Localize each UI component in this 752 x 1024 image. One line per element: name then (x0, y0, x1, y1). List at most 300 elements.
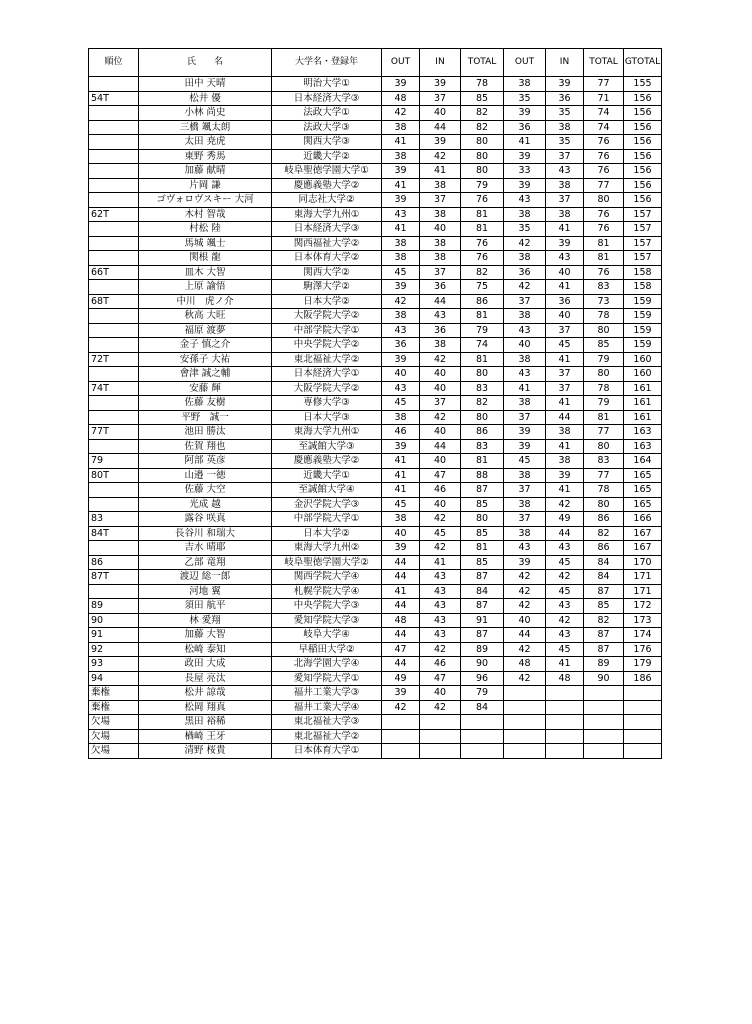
cell-in-2: 37 (546, 193, 584, 208)
cell-in-1: 36 (420, 323, 461, 338)
cell-name: 政田 大成 (139, 657, 272, 672)
cell-university: 近畿大学② (272, 149, 382, 164)
cell-gtotal: 156 (624, 164, 662, 179)
cell-university: 日本経済大学③ (272, 222, 382, 237)
cell-out-1: 42 (382, 700, 420, 715)
cell-out-2: 33 (504, 164, 546, 179)
cell-out-1: 48 (382, 613, 420, 628)
cell-out-1: 40 (382, 367, 420, 382)
cell-in-2: 45 (546, 642, 584, 657)
cell-out-1: 46 (382, 425, 420, 440)
cell-in-2: 42 (546, 497, 584, 512)
cell-rank: 83 (89, 512, 139, 527)
cell-total-2: 81 (584, 236, 624, 251)
cell-gtotal: 161 (624, 381, 662, 396)
cell-in-1: 36 (420, 280, 461, 295)
cell-in-2 (546, 729, 584, 744)
cell-in-1: 41 (420, 164, 461, 179)
table-row (89, 628, 662, 643)
cell-total-1 (461, 729, 504, 744)
cell-gtotal (624, 686, 662, 701)
table-row (89, 642, 662, 657)
cell-name: 池田 勝汰 (139, 425, 272, 440)
cell-in-2: 41 (546, 352, 584, 367)
table-row (89, 193, 662, 208)
table-row (89, 454, 662, 469)
cell-in-2: 41 (546, 222, 584, 237)
cell-gtotal: 157 (624, 222, 662, 237)
table-row (89, 570, 662, 585)
table-row (89, 106, 662, 121)
cell-in-1: 44 (420, 294, 461, 309)
cell-out-1: 39 (382, 439, 420, 454)
cell-name: 関根 龍 (139, 251, 272, 266)
cell-in-1: 42 (420, 149, 461, 164)
cell-name: 清野 桜貴 (139, 744, 272, 759)
cell-in-1: 42 (420, 352, 461, 367)
cell-gtotal: 171 (624, 584, 662, 599)
cell-out-2: 35 (504, 222, 546, 237)
cell-gtotal: 165 (624, 468, 662, 483)
cell-university: 日本大学② (272, 294, 382, 309)
header-in-2: IN (546, 49, 584, 77)
cell-out-2: 45 (504, 454, 546, 469)
cell-total-2: 76 (584, 135, 624, 150)
cell-total-1: 84 (461, 700, 504, 715)
cell-in-1: 40 (420, 381, 461, 396)
cell-gtotal: 156 (624, 193, 662, 208)
cell-rank: 90 (89, 613, 139, 628)
cell-in-2: 38 (546, 120, 584, 135)
cell-in-2: 39 (546, 236, 584, 251)
table-row (89, 120, 662, 135)
cell-gtotal: 157 (624, 251, 662, 266)
cell-gtotal: 163 (624, 439, 662, 454)
cell-in-2: 41 (546, 439, 584, 454)
cell-total-2: 74 (584, 120, 624, 135)
cell-total-2: 85 (584, 599, 624, 614)
cell-gtotal: 171 (624, 570, 662, 585)
cell-out-1: 41 (382, 584, 420, 599)
cell-gtotal: 159 (624, 294, 662, 309)
cell-in-2: 45 (546, 584, 584, 599)
cell-name: 三橋 颯太朗 (139, 120, 272, 135)
cell-total-2: 80 (584, 497, 624, 512)
cell-in-2: 37 (546, 323, 584, 338)
cell-gtotal: 186 (624, 671, 662, 686)
cell-name: 松崎 泰知 (139, 642, 272, 657)
cell-total-1: 82 (461, 106, 504, 121)
cell-total-1: 84 (461, 584, 504, 599)
cell-out-2: 42 (504, 584, 546, 599)
table-row (89, 178, 662, 193)
cell-rank: 66T (89, 265, 139, 280)
cell-university: 関西学院大学④ (272, 570, 382, 585)
cell-university: 中部学院大学① (272, 512, 382, 527)
cell-total-1: 79 (461, 323, 504, 338)
cell-rank (89, 439, 139, 454)
cell-in-1: 42 (420, 410, 461, 425)
cell-rank: 欠場 (89, 729, 139, 744)
cell-name: 佐藤 大空 (139, 483, 272, 498)
cell-rank: 68T (89, 294, 139, 309)
cell-in-2: 38 (546, 207, 584, 222)
cell-university: 札幌学院大学④ (272, 584, 382, 599)
cell-gtotal: 156 (624, 106, 662, 121)
cell-gtotal: 161 (624, 410, 662, 425)
cell-total-1: 83 (461, 439, 504, 454)
cell-gtotal: 165 (624, 497, 662, 512)
cell-total-1: 79 (461, 686, 504, 701)
cell-out-1 (382, 715, 420, 730)
cell-total-2: 77 (584, 77, 624, 92)
cell-name: 安孫子 大祐 (139, 352, 272, 367)
cell-total-2: 80 (584, 323, 624, 338)
cell-total-1: 82 (461, 265, 504, 280)
cell-name: 佐賀 翔也 (139, 439, 272, 454)
table-row (89, 425, 662, 440)
header-in-1: IN (420, 49, 461, 77)
cell-in-1: 41 (420, 555, 461, 570)
cell-out-2: 43 (504, 367, 546, 382)
cell-name: 中川 虎ノ介 (139, 294, 272, 309)
table-row (89, 541, 662, 556)
cell-out-1: 44 (382, 555, 420, 570)
cell-rank (89, 236, 139, 251)
cell-in-2: 37 (546, 381, 584, 396)
cell-rank (89, 106, 139, 121)
cell-in-2: 42 (546, 570, 584, 585)
cell-university: 慶應義塾大学② (272, 178, 382, 193)
cell-total-2: 89 (584, 657, 624, 672)
table-row (89, 164, 662, 179)
cell-in-2: 48 (546, 671, 584, 686)
cell-in-1: 38 (420, 338, 461, 353)
cell-out-2: 43 (504, 323, 546, 338)
cell-name: 楢崎 王牙 (139, 729, 272, 744)
cell-university: 関西福祉大学② (272, 236, 382, 251)
cell-gtotal: 164 (624, 454, 662, 469)
cell-out-2: 39 (504, 149, 546, 164)
cell-out-2: 43 (504, 541, 546, 556)
cell-gtotal: 173 (624, 613, 662, 628)
cell-total-1: 81 (461, 309, 504, 324)
cell-in-1: 40 (420, 454, 461, 469)
cell-in-1: 40 (420, 367, 461, 382)
cell-out-2 (504, 744, 546, 759)
cell-rank (89, 251, 139, 266)
cell-total-1: 88 (461, 468, 504, 483)
cell-university: 東北福祉大学③ (272, 715, 382, 730)
cell-rank: 93 (89, 657, 139, 672)
cell-gtotal (624, 729, 662, 744)
cell-in-1: 40 (420, 425, 461, 440)
cell-in-1: 42 (420, 642, 461, 657)
cell-total-2: 78 (584, 483, 624, 498)
cell-in-2: 40 (546, 265, 584, 280)
cell-rank (89, 367, 139, 382)
cell-name: ゴヴォロヴスキー 大河 (139, 193, 272, 208)
cell-rank (89, 323, 139, 338)
cell-out-2: 42 (504, 599, 546, 614)
table-row (89, 77, 662, 92)
cell-total-2: 78 (584, 381, 624, 396)
cell-total-2: 86 (584, 512, 624, 527)
cell-in-1: 43 (420, 613, 461, 628)
cell-gtotal: 156 (624, 178, 662, 193)
cell-in-1: 40 (420, 686, 461, 701)
cell-name: 佐藤 友樹 (139, 396, 272, 411)
cell-in-2: 38 (546, 425, 584, 440)
cell-total-1: 86 (461, 294, 504, 309)
cell-total-1: 76 (461, 193, 504, 208)
cell-out-2: 43 (504, 193, 546, 208)
cell-out-1: 44 (382, 628, 420, 643)
cell-name: 阿部 英彦 (139, 454, 272, 469)
cell-university: 日本体育大学① (272, 744, 382, 759)
cell-rank: 79 (89, 454, 139, 469)
cell-university: 東海大学九州① (272, 425, 382, 440)
cell-total-2: 71 (584, 91, 624, 106)
cell-total-1: 80 (461, 367, 504, 382)
cell-out-1: 41 (382, 135, 420, 150)
cell-university: 専修大学③ (272, 396, 382, 411)
cell-gtotal: 161 (624, 396, 662, 411)
cell-name: 吉水 晴耶 (139, 541, 272, 556)
cell-university: 日本経済大学③ (272, 91, 382, 106)
cell-gtotal: 176 (624, 642, 662, 657)
cell-university: 福井工業大学④ (272, 700, 382, 715)
cell-in-2: 43 (546, 628, 584, 643)
cell-out-2: 38 (504, 396, 546, 411)
table-row (89, 671, 662, 686)
table-body (89, 77, 662, 759)
table-row (89, 613, 662, 628)
cell-gtotal: 170 (624, 555, 662, 570)
cell-out-2: 39 (504, 106, 546, 121)
cell-out-2 (504, 729, 546, 744)
cell-gtotal: 156 (624, 120, 662, 135)
cell-in-1: 42 (420, 700, 461, 715)
cell-out-2: 38 (504, 468, 546, 483)
cell-out-2 (504, 715, 546, 730)
cell-rank (89, 410, 139, 425)
cell-rank: 91 (89, 628, 139, 643)
cell-total-1: 85 (461, 497, 504, 512)
cell-out-2: 42 (504, 671, 546, 686)
table-row (89, 744, 662, 759)
cell-total-2: 81 (584, 410, 624, 425)
cell-in-2: 39 (546, 77, 584, 92)
cell-gtotal: 167 (624, 526, 662, 541)
cell-total-1: 87 (461, 628, 504, 643)
cell-out-2: 41 (504, 135, 546, 150)
cell-gtotal: 167 (624, 541, 662, 556)
cell-out-2: 36 (504, 120, 546, 135)
cell-rank (89, 396, 139, 411)
cell-out-2: 42 (504, 280, 546, 295)
cell-total-2: 80 (584, 367, 624, 382)
table-row (89, 338, 662, 353)
cell-rank: 欠場 (89, 744, 139, 759)
cell-in-2 (546, 744, 584, 759)
cell-total-1: 87 (461, 570, 504, 585)
cell-in-2: 44 (546, 526, 584, 541)
cell-out-2: 38 (504, 526, 546, 541)
cell-out-1: 42 (382, 106, 420, 121)
cell-out-1: 44 (382, 570, 420, 585)
cell-in-1: 37 (420, 193, 461, 208)
cell-gtotal: 160 (624, 367, 662, 382)
cell-total-2: 87 (584, 642, 624, 657)
table-row (89, 236, 662, 251)
cell-name: 林 愛翔 (139, 613, 272, 628)
cell-name: 木村 智哉 (139, 207, 272, 222)
cell-university: 同志社大学② (272, 193, 382, 208)
cell-in-2: 41 (546, 483, 584, 498)
cell-in-2: 35 (546, 106, 584, 121)
cell-total-1: 82 (461, 396, 504, 411)
cell-university: 至誠館大学③ (272, 439, 382, 454)
cell-out-2: 39 (504, 178, 546, 193)
cell-rank (89, 541, 139, 556)
cell-out-1: 38 (382, 512, 420, 527)
cell-name: 太田 尭虎 (139, 135, 272, 150)
cell-total-2: 82 (584, 526, 624, 541)
cell-total-1: 79 (461, 178, 504, 193)
table-row (89, 396, 662, 411)
cell-in-2: 36 (546, 91, 584, 106)
cell-in-1: 37 (420, 396, 461, 411)
cell-gtotal: 157 (624, 236, 662, 251)
cell-total-1: 82 (461, 120, 504, 135)
cell-name: 松岡 翔真 (139, 700, 272, 715)
cell-name: 河地 翼 (139, 584, 272, 599)
header-name: 氏 名 (139, 49, 272, 77)
cell-out-1: 38 (382, 251, 420, 266)
cell-total-2: 77 (584, 468, 624, 483)
cell-total-1: 87 (461, 599, 504, 614)
cell-university: 慶應義塾大学② (272, 454, 382, 469)
cell-out-2: 36 (504, 265, 546, 280)
cell-total-2 (584, 686, 624, 701)
cell-in-2: 38 (546, 454, 584, 469)
cell-rank: 欠場 (89, 715, 139, 730)
cell-gtotal: 172 (624, 599, 662, 614)
cell-out-2: 37 (504, 512, 546, 527)
cell-in-2: 43 (546, 599, 584, 614)
cell-name: 露谷 咲真 (139, 512, 272, 527)
cell-in-2: 39 (546, 468, 584, 483)
cell-gtotal: 155 (624, 77, 662, 92)
cell-total-1: 87 (461, 483, 504, 498)
cell-university: 日本体育大学② (272, 251, 382, 266)
cell-in-2: 37 (546, 367, 584, 382)
cell-name: 平野 誠一 (139, 410, 272, 425)
cell-university: 大阪学院大学② (272, 381, 382, 396)
cell-in-2: 38 (546, 178, 584, 193)
cell-name: 山邉 一徳 (139, 468, 272, 483)
cell-total-1: 80 (461, 512, 504, 527)
cell-total-2: 74 (584, 106, 624, 121)
cell-rank (89, 222, 139, 237)
cell-rank (89, 120, 139, 135)
cell-rank (89, 338, 139, 353)
cell-total-1 (461, 715, 504, 730)
cell-rank (89, 584, 139, 599)
cell-out-2: 42 (504, 642, 546, 657)
cell-total-2: 87 (584, 628, 624, 643)
cell-out-2: 48 (504, 657, 546, 672)
table-row (89, 323, 662, 338)
cell-in-2 (546, 715, 584, 730)
cell-gtotal: 179 (624, 657, 662, 672)
cell-total-2: 76 (584, 149, 624, 164)
table-row (89, 367, 662, 382)
cell-in-1: 45 (420, 526, 461, 541)
cell-university: 愛知学院大学③ (272, 613, 382, 628)
cell-name: 渡辺 総一郎 (139, 570, 272, 585)
cell-rank (89, 149, 139, 164)
cell-name: 安藤 輝 (139, 381, 272, 396)
cell-university: 日本経済大学① (272, 367, 382, 382)
table-row (89, 381, 662, 396)
cell-total-2: 77 (584, 425, 624, 440)
cell-total-2: 80 (584, 439, 624, 454)
cell-in-2: 35 (546, 135, 584, 150)
cell-name: 上原 諭悟 (139, 280, 272, 295)
table-row (89, 483, 662, 498)
table-row (89, 309, 662, 324)
cell-in-1: 38 (420, 178, 461, 193)
cell-total-2: 76 (584, 164, 624, 179)
cell-out-1: 38 (382, 149, 420, 164)
cell-university: 関西大学② (272, 265, 382, 280)
cell-in-1: 47 (420, 671, 461, 686)
cell-out-2: 39 (504, 555, 546, 570)
cell-out-1: 39 (382, 193, 420, 208)
cell-university: 岐阜聖徳学園大学① (272, 164, 382, 179)
cell-total-2: 85 (584, 338, 624, 353)
cell-out-1: 41 (382, 483, 420, 498)
cell-total-2 (584, 744, 624, 759)
cell-name: 皿木 大智 (139, 265, 272, 280)
cell-university: 日本大学② (272, 526, 382, 541)
cell-university: 中部学院大学① (272, 323, 382, 338)
table-row (89, 91, 662, 106)
cell-out-1: 36 (382, 338, 420, 353)
cell-out-1: 43 (382, 207, 420, 222)
cell-out-1: 42 (382, 294, 420, 309)
cell-rank: 棄権 (89, 686, 139, 701)
cell-out-1: 41 (382, 222, 420, 237)
table-row (89, 265, 662, 280)
cell-in-1: 39 (420, 77, 461, 92)
table-row (89, 251, 662, 266)
cell-in-2: 49 (546, 512, 584, 527)
table-row (89, 207, 662, 222)
table-row (89, 410, 662, 425)
results-table (88, 48, 662, 759)
cell-rank (89, 483, 139, 498)
cell-rank: 62T (89, 207, 139, 222)
cell-out-1: 47 (382, 642, 420, 657)
cell-total-2: 79 (584, 396, 624, 411)
cell-gtotal (624, 715, 662, 730)
cell-rank (89, 178, 139, 193)
table-header (89, 49, 662, 77)
cell-out-1: 41 (382, 468, 420, 483)
